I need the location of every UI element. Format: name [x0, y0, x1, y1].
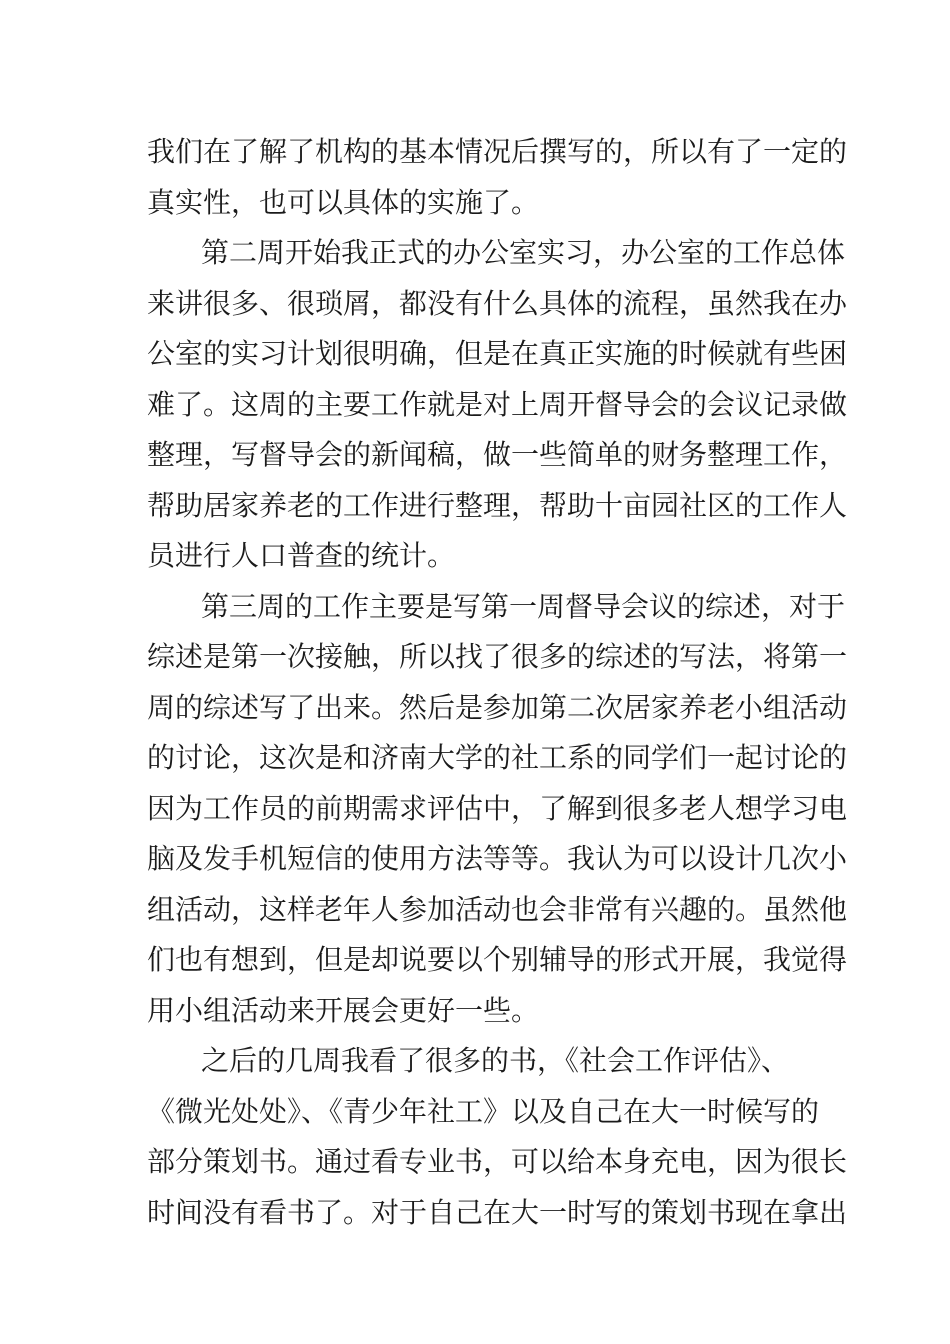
text-line: 时间没有看书了。对于自己在大一时写的策划书现在拿出: [147, 1195, 848, 1229]
text-line: 脑及发手机短信的使用方法等等。我认为可以设计几次小: [147, 842, 848, 875]
text-line: 们也有想到，但是却说要以个别辅导的形式开展，我觉得: [147, 943, 848, 976]
text-line: 的讨论，这次是和济南大学的社工系的同学们一起讨论的: [147, 741, 848, 774]
text-line: 帮助居家养老的工作进行整理，帮助十亩园社区的工作人: [147, 488, 848, 522]
paragraph-start-line: 第二周开始我正式的办公室实习，办公室的工作总体: [201, 236, 846, 269]
text-line: 我们在了解了机构的基本情况后撰写的，所以有了一定的: [147, 135, 848, 168]
text-line: 公室的实习计划很明确，但是在真正实施的时候就有些困: [147, 337, 848, 370]
text-line: 用小组活动来开展会更好一些。: [147, 993, 540, 1027]
text-line: 真实性，也可以具体的实施了。: [147, 185, 540, 219]
paragraph-start-line: 之后的几周我看了很多的书，《社会工作评估》、: [201, 1044, 790, 1077]
document-body: [147, 127, 848, 1238]
text-line: 难了。这周的主要工作就是对上周开督导会的会议记录做: [147, 387, 848, 421]
text-line: 整理，写督导会的新闻稿，做一些简单的财务整理工作，: [147, 438, 848, 471]
text-line: 周的综述写了出来。然后是参加第二次居家养老小组活动: [147, 690, 848, 724]
paragraph-start-line: 第三周的工作主要是写第一周督导会议的综述，对于: [201, 589, 846, 623]
text-line: 因为工作员的前期需求评估中，了解到很多老人想学习电: [147, 791, 848, 825]
text-line: 《微光处处》、《青少年社工》以及自己在大一时候写的: [147, 1094, 820, 1128]
text-line: 来讲很多、很琐屑，都没有什么具体的流程，虽然我在办: [147, 286, 848, 320]
text-line: 组活动，这样老年人参加活动也会非常有兴趣的。虽然他: [147, 892, 848, 926]
text-line: 综述是第一次接触，所以找了很多的综述的写法，将第一: [147, 640, 848, 673]
text-line: 员进行人口普查的统计。: [147, 539, 456, 572]
text-line: 部分策划书。通过看专业书，可以给本身充电，因为很长: [147, 1145, 848, 1178]
